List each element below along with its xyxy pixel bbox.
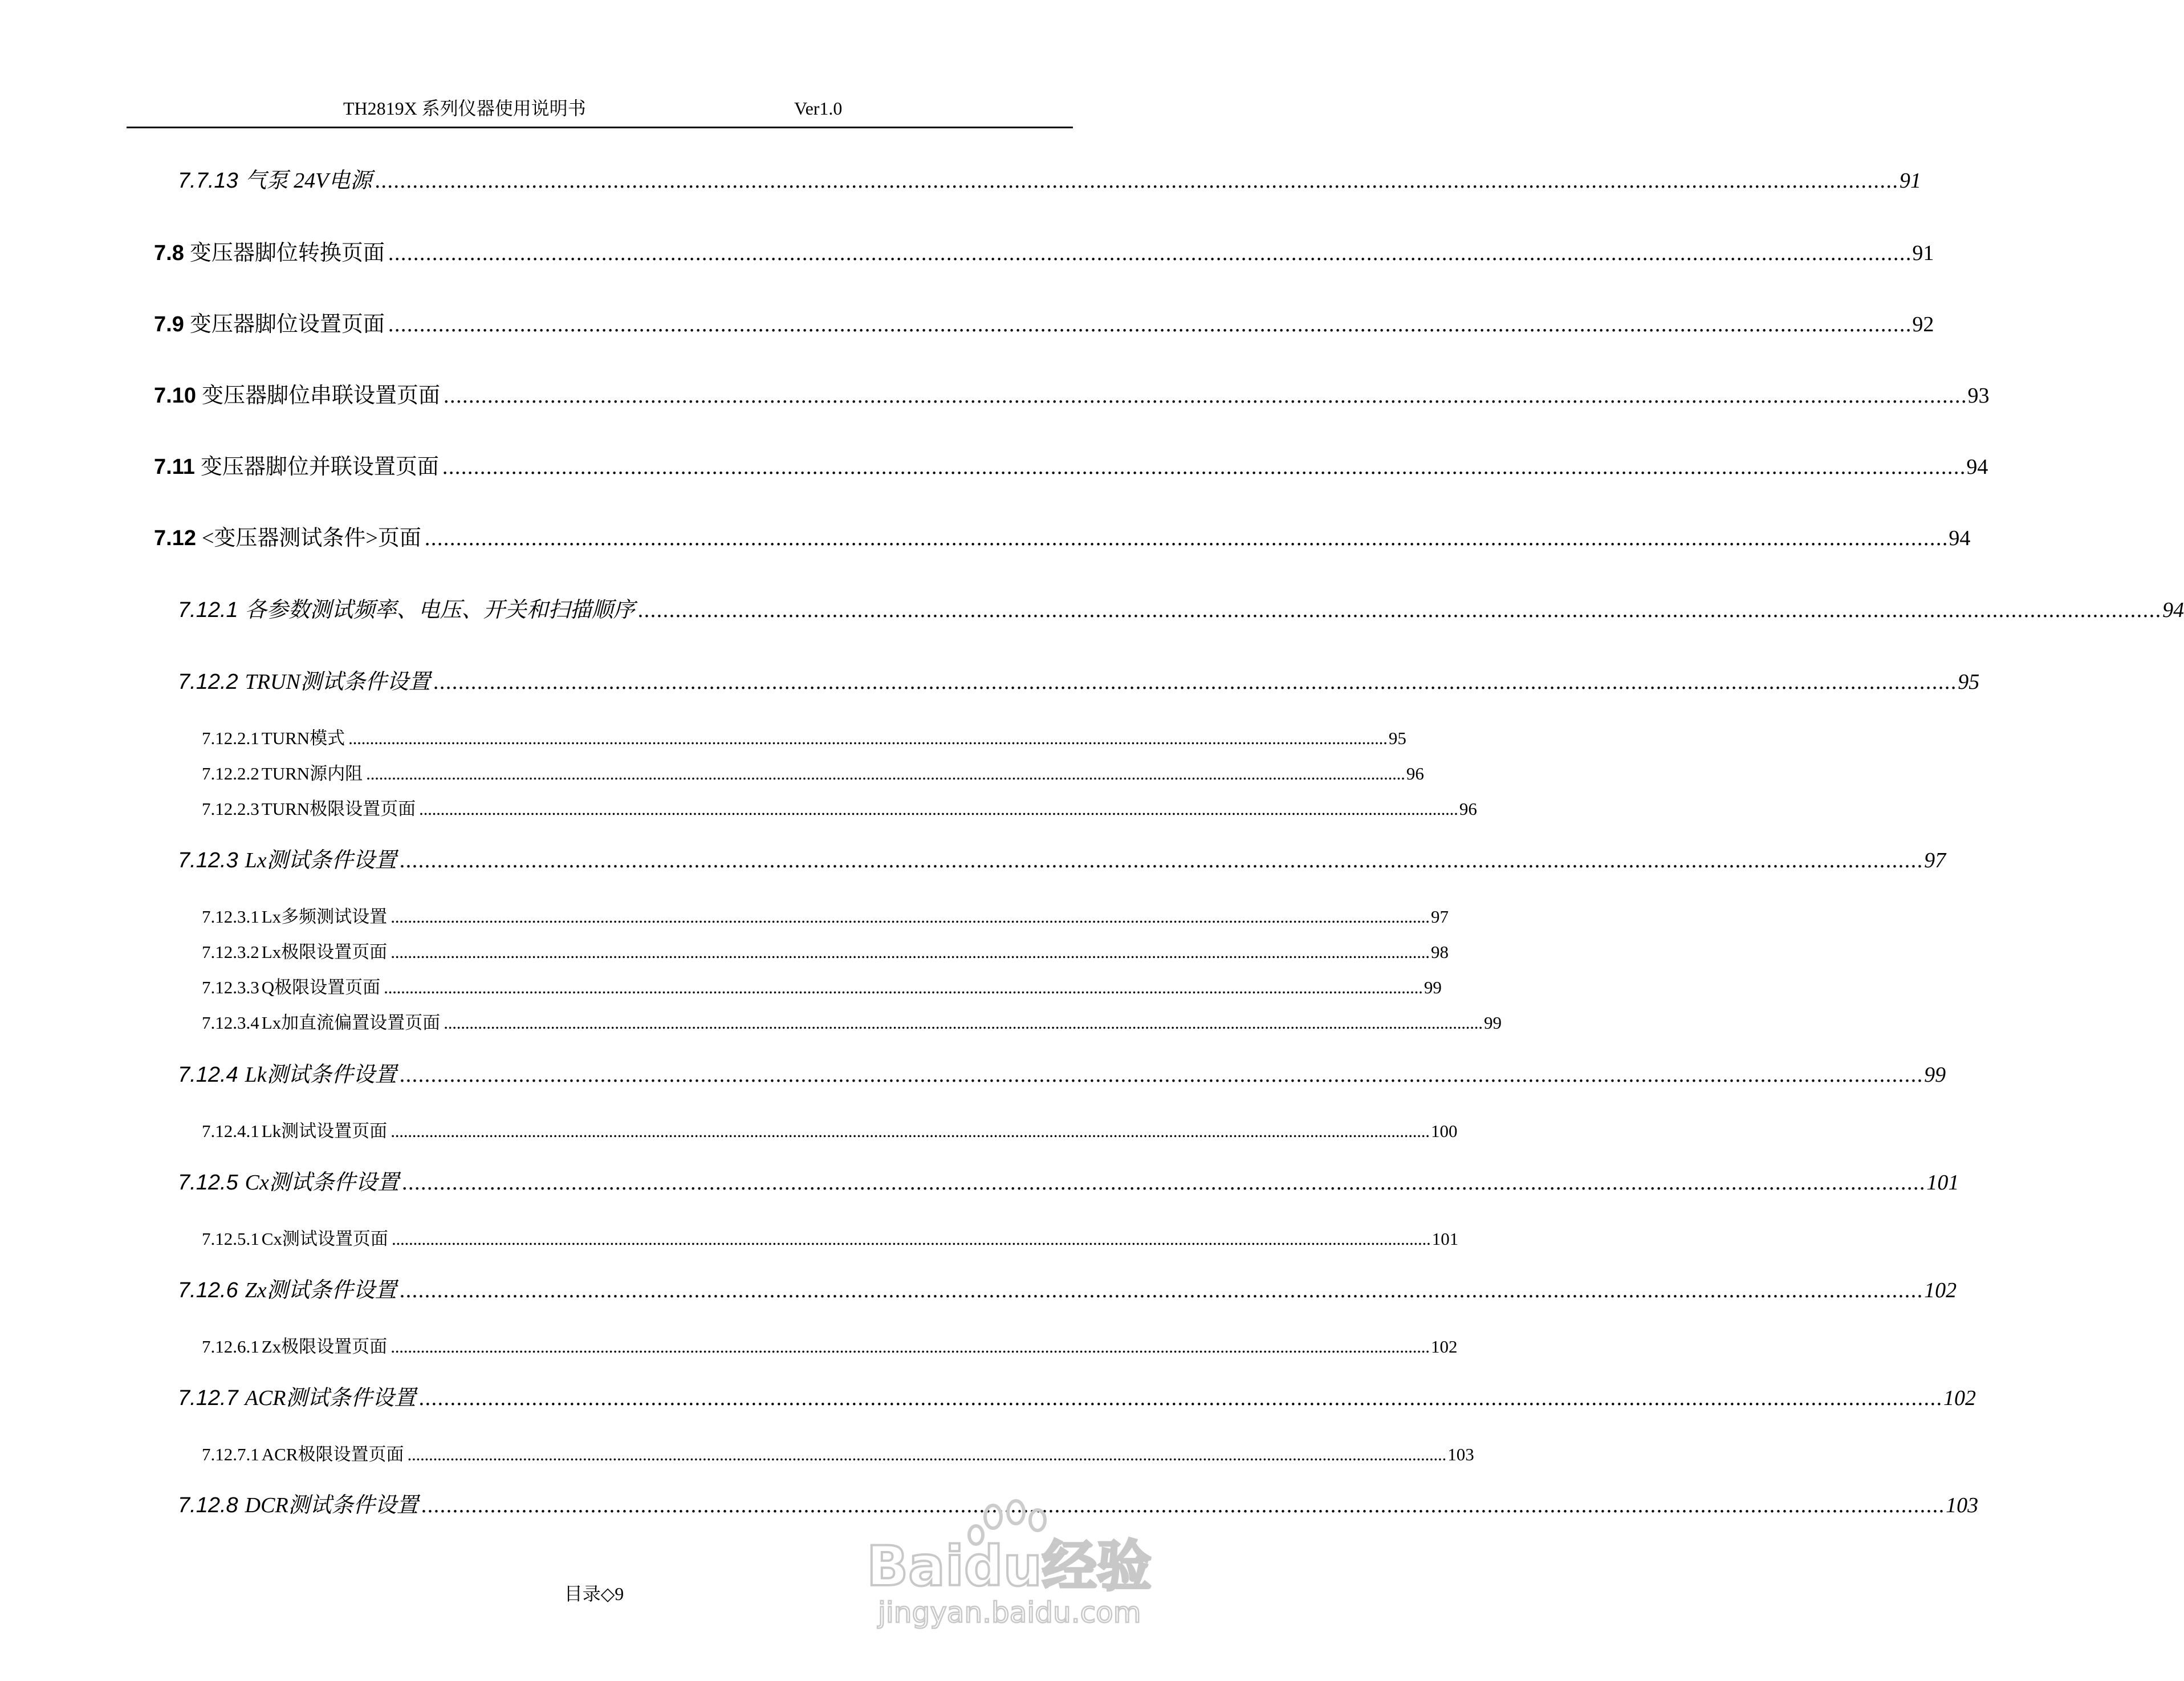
toc-entry-level3[interactable] — [202, 1440, 1474, 1465]
toc-entry-level2[interactable] — [178, 1164, 1959, 1196]
toc-dot-leader — [375, 168, 1896, 193]
toc-dot-leader — [400, 1062, 1921, 1087]
toc-entry-level3[interactable] — [202, 1332, 1458, 1358]
toc-section-title: 变压器脚位并联设置页面 — [200, 455, 439, 479]
toc-entry-level2[interactable] — [178, 1487, 1979, 1518]
toc-entry-label — [154, 306, 385, 338]
toc-section-title: Cx测试设置页面 — [261, 1229, 388, 1249]
toc-entry-label — [178, 842, 397, 874]
toc-section-title: Zx测试条件设置 — [245, 1278, 397, 1302]
toc-dot-leader — [388, 312, 1909, 337]
toc-entry-label — [178, 1380, 416, 1411]
toc-dot-leader — [434, 669, 1955, 695]
toc-section-title: Zx极限设置页面 — [261, 1337, 388, 1357]
toc-section-number: 7.12.7 — [178, 1386, 238, 1410]
toc-entry-label — [154, 449, 439, 480]
toc-section-number: 7.12.4.1 — [202, 1121, 259, 1141]
toc-page-number: 100 — [1430, 1121, 1458, 1141]
toc-entry-level2[interactable] — [178, 664, 1980, 695]
toc-dot-leader — [444, 1013, 1481, 1033]
toc-entry-level2[interactable] — [178, 1380, 1976, 1411]
watermark-brand: Baidu经验 — [867, 1534, 1152, 1598]
toc-dot-leader — [444, 383, 1965, 408]
toc-section-title: TURN源内阻 — [261, 764, 363, 783]
toc-entry-label — [202, 1224, 388, 1250]
page-footer: 目录◇9 — [564, 1583, 624, 1604]
toc-entry-label — [202, 937, 387, 963]
toc-dot-leader — [419, 799, 1456, 819]
toc-section-number: 7.12.2.1 — [202, 728, 259, 748]
toc-section-title: 变压器脚位串联设置页面 — [201, 384, 440, 408]
toc-entry-label — [178, 1164, 399, 1196]
toc-section-title: Q极限设置页面 — [261, 977, 381, 997]
toc-section-title: 气泵 24V电源 — [245, 169, 372, 193]
toc-entry-level2[interactable] — [178, 842, 1946, 874]
toc-entry-label — [178, 664, 430, 695]
document-version: Ver1.0 — [794, 98, 843, 119]
toc-section-number: 7.12.3.4 — [202, 1013, 259, 1033]
toc-section-title: 变压器脚位转换页面 — [189, 241, 385, 265]
toc-entry-level1[interactable] — [154, 235, 1934, 266]
toc-section-title: TRUN测试条件设置 — [245, 670, 430, 694]
toc-section-number: 7.12.3 — [178, 848, 238, 872]
toc-entry-label — [154, 520, 421, 551]
toc-entry-level1[interactable] — [154, 520, 1971, 551]
toc-dot-leader — [366, 764, 1403, 784]
toc-page-number: 102 — [1924, 1278, 1957, 1302]
toc-page-number: 95 — [1958, 670, 1980, 694]
toc-section-number: 7.12.5 — [178, 1171, 238, 1195]
toc-section-title: Lx极限设置页面 — [261, 942, 388, 962]
toc-entry-label — [202, 1440, 404, 1465]
toc-page-number: 99 — [1924, 1063, 1946, 1087]
toc-section-title: ACR极限设置页面 — [261, 1444, 404, 1464]
toc-entry-level2[interactable] — [178, 163, 1921, 194]
toc-entry-label — [202, 1116, 387, 1142]
toc-entry-level1[interactable] — [154, 306, 1934, 338]
toc-entry-label — [154, 377, 440, 409]
toc-section-number: 7.9 — [154, 312, 184, 336]
toc-section-number: 7.7.13 — [178, 169, 238, 193]
toc-page-number: 103 — [1946, 1493, 1979, 1517]
toc-dot-leader — [422, 1493, 1943, 1518]
toc-section-number: 7.8 — [154, 241, 184, 265]
toc-entry-label — [202, 902, 387, 928]
toc-entry-level3[interactable] — [202, 937, 1449, 963]
toc-entry-label — [154, 235, 385, 266]
toc-section-title: Lk测试条件设置 — [245, 1063, 397, 1087]
toc-section-number: 7.12.6 — [178, 1278, 238, 1302]
toc-entry-level3[interactable] — [202, 1008, 1502, 1034]
toc-entry-label — [202, 724, 345, 749]
toc-dot-leader — [391, 907, 1427, 927]
toc-dot-leader — [391, 942, 1427, 963]
toc-page-number: 99 — [1483, 1013, 1502, 1033]
toc-page-number: 99 — [1424, 977, 1442, 997]
toc-dot-leader — [392, 1229, 1429, 1249]
toc-dot-leader — [384, 977, 1421, 998]
toc-dot-leader — [400, 848, 1921, 873]
toc-section-number: 7.12.5.1 — [202, 1229, 259, 1249]
header-divider — [127, 127, 1073, 128]
toc-entry-level3[interactable] — [202, 1116, 1458, 1142]
toc-entry-level3[interactable] — [202, 902, 1449, 928]
toc-section-number: 7.12.3.2 — [202, 942, 259, 962]
toc-page-number: 94 — [1949, 526, 1971, 550]
toc-entry-label — [202, 759, 363, 785]
toc-page-number: 98 — [1430, 942, 1449, 962]
toc-page-number: 103 — [1447, 1444, 1474, 1464]
toc-entry-label — [202, 794, 416, 820]
toc-dot-leader — [442, 454, 1963, 480]
toc-page-number: 96 — [1406, 764, 1424, 783]
toc-section-title: 变压器脚位设置页面 — [189, 312, 385, 336]
toc-page-number: 97 — [1430, 907, 1449, 927]
toc-section-number: 7.10 — [154, 384, 196, 408]
toc-section-number: 7.12.3.1 — [202, 907, 259, 927]
toc-section-title: Lx测试条件设置 — [245, 848, 397, 872]
toc-section-number: 7.11 — [154, 455, 195, 479]
toc-page-number: 94 — [1966, 455, 1988, 479]
toc-page-number: 101 — [1431, 1229, 1459, 1249]
toc-entry-label — [178, 592, 635, 623]
toc-section-number: 7.12.4 — [178, 1063, 238, 1087]
toc-section-number: 7.12.3.3 — [202, 977, 259, 997]
toc-section-number: 7.12.1 — [178, 598, 238, 622]
toc-entry-label — [178, 163, 372, 194]
toc-page-number: 97 — [1924, 848, 1946, 872]
toc-page-number: 92 — [1912, 312, 1934, 336]
toc-entry-level3[interactable] — [202, 973, 1442, 998]
toc-dot-leader — [638, 598, 2159, 623]
toc-entry-level1[interactable] — [154, 377, 1990, 409]
toc-section-title: ACR测试条件设置 — [245, 1386, 416, 1410]
toc-entry-level3[interactable] — [202, 794, 1477, 820]
toc-dot-leader — [348, 728, 1385, 749]
toc-entry-level3[interactable] — [202, 1224, 1459, 1250]
toc-dot-leader — [388, 241, 1909, 266]
toc-section-title: Lx多频测试设置 — [261, 907, 388, 927]
toc-page-number: 102 — [1943, 1386, 1976, 1410]
toc-section-number: 7.12.8 — [178, 1493, 238, 1517]
toc-section-number: 7.12.7.1 — [202, 1444, 259, 1464]
toc-page-number: 101 — [1926, 1171, 1959, 1195]
toc-page-number: 102 — [1430, 1337, 1458, 1357]
baidu-jingyan-watermark — [844, 1500, 1152, 1631]
toc-section-number: 7.12 — [154, 526, 196, 550]
toc-dot-leader — [402, 1170, 1923, 1195]
toc-entry-level3[interactable] — [202, 724, 1406, 749]
toc-entry-label — [202, 1332, 387, 1358]
toc-page-number: 91 — [1899, 169, 1921, 193]
toc-dot-leader — [419, 1386, 1940, 1411]
toc-section-title: DCR测试条件设置 — [245, 1493, 418, 1517]
toc-entry-label — [202, 1008, 440, 1034]
toc-entry-label — [178, 1057, 397, 1088]
toc-entry-level2[interactable] — [178, 592, 2184, 623]
toc-dot-leader — [425, 526, 1946, 551]
toc-section-title: TURN模式 — [261, 728, 345, 748]
toc-section-number: 7.12.2.3 — [202, 799, 259, 819]
toc-section-title: Lx加直流偏置设置页面 — [261, 1013, 441, 1033]
toc-section-title: 各参数测试频率、电压、开关和扫描顺序 — [245, 598, 635, 622]
toc-section-number: 7.12.2 — [178, 670, 238, 694]
toc-entry-level2[interactable] — [178, 1057, 1946, 1088]
toc-page-number: 95 — [1388, 728, 1406, 748]
toc-entry-level3[interactable] — [202, 759, 1424, 785]
toc-section-title: TURN极限设置页面 — [261, 799, 416, 819]
toc-dot-leader — [408, 1444, 1445, 1465]
toc-section-title: Lk测试设置页面 — [261, 1121, 388, 1141]
toc-section-title: Cx测试条件设置 — [245, 1171, 399, 1195]
toc-entry-level2[interactable] — [178, 1272, 1957, 1304]
toc-page-number: 91 — [1912, 241, 1934, 265]
toc-page-number: 96 — [1459, 799, 1477, 819]
toc-dot-leader — [391, 1337, 1427, 1357]
toc-entry-level1[interactable] — [154, 449, 1988, 480]
document-title: TH2819X 系列仪器使用说明书 — [343, 98, 586, 119]
toc-entry-label — [202, 973, 380, 998]
toc-page-number: 93 — [1967, 384, 1990, 408]
toc-dot-leader — [400, 1278, 1921, 1303]
toc-section-number: 7.12.2.2 — [202, 764, 259, 783]
toc-section-title: <变压器测试条件>页面 — [201, 526, 421, 550]
toc-page-number: 94 — [2162, 598, 2184, 622]
toc-dot-leader — [391, 1121, 1427, 1142]
toc-section-number: 7.12.6.1 — [202, 1337, 259, 1357]
watermark-url: jingyan.baidu.com — [878, 1596, 1141, 1629]
toc-entry-label — [178, 1487, 418, 1518]
toc-entry-label — [178, 1272, 397, 1304]
